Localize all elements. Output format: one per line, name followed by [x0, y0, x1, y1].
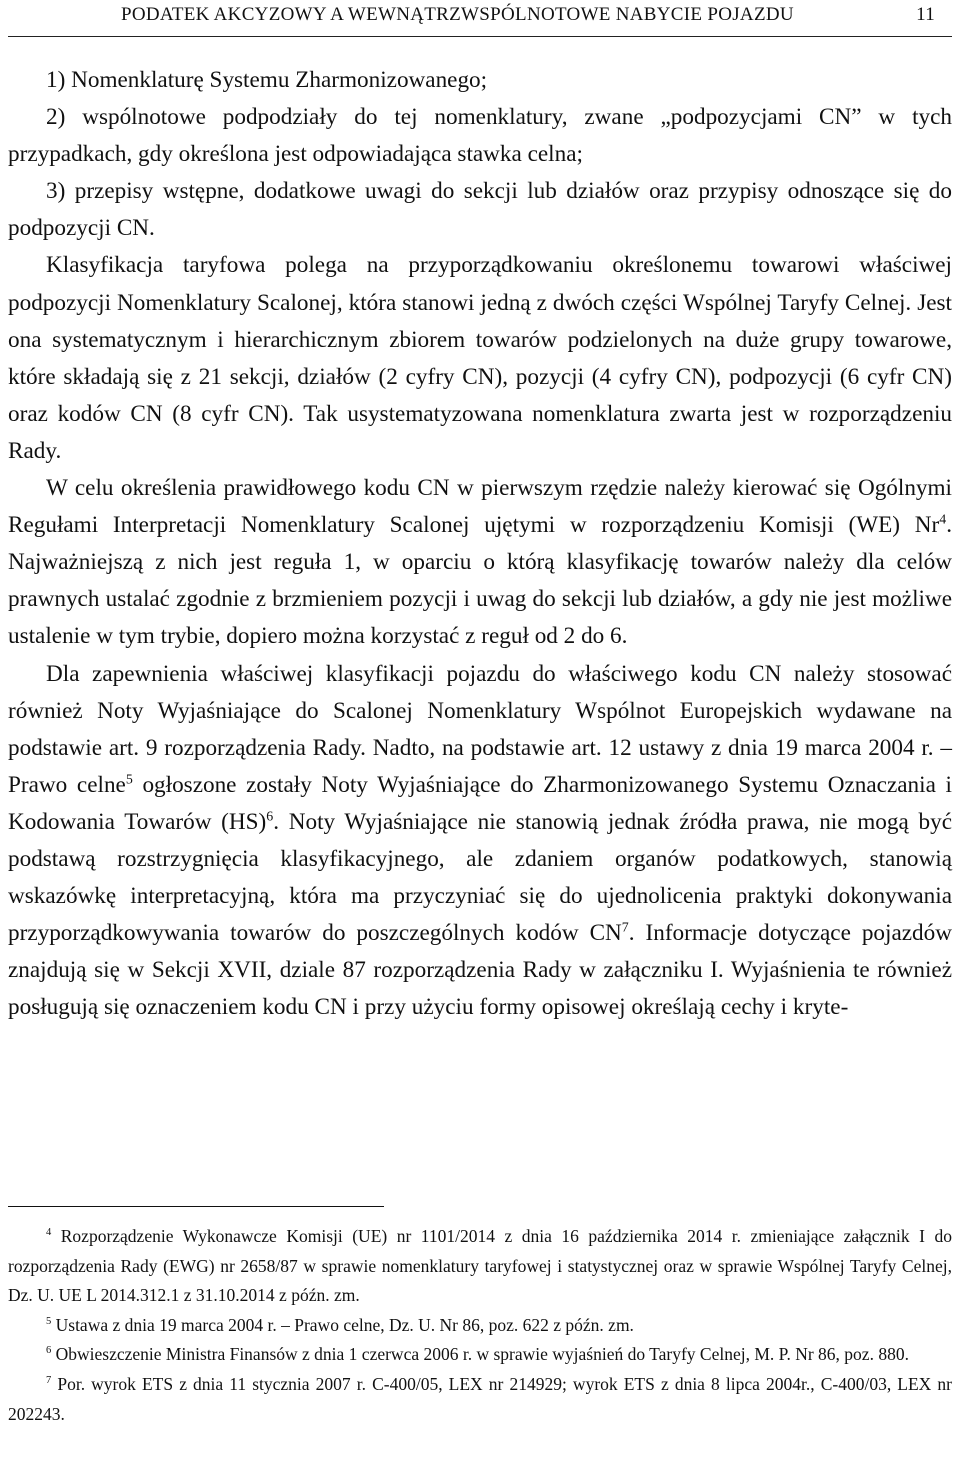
footnote-text: Por. wyrok ETS z dnia 11 stycznia 2007 r. C-400/05, LEX nr 214929; wyrok ETS z dnia 8 lipca 2004r., C-400/03, LEX nr 202243. [8, 1373, 952, 1424]
paragraph-text: ogłoszone zostały Noty Wyjaśniające do Zharmonizowanego Systemu Oznaczania i Kodowania Towarów (HS) [8, 771, 952, 835]
footnote-ref: 5 [125, 772, 133, 788]
paragraph-text: W celu określenia prawidłowego kodu CN w pierwszym rzędzie należy kierować się Ogólnymi Regułami Interpretacji Nomenklatury Scalonej ujętymi w rozporządzeniu Komisji (WE) Nr [8, 475, 952, 539]
footnote-number: 6 [46, 1345, 52, 1357]
header-title: PODATEK AKCYZOWY A WEWNĄTRZWSPÓLNOTOWE NABYCIE POJAZDU [121, 4, 794, 25]
body-text [8, 62, 952, 1026]
footnote-5 [8, 1311, 952, 1341]
footnote-ref: 4 [939, 512, 947, 528]
list-item-2: 2) wspólnotowe podpodziały do tej nomenklatury, zwane „podpozycjami CN” w tych przypadkach, gdy określona jest odpowiadająca stawka celna; [8, 104, 952, 168]
paragraph-interpretation-rules [8, 470, 952, 655]
paragraph-text: . Informacje dotyczące pojazdów znajdują się w Sekcji XVII, dziale 87 rozporządzenia Rady w załączniku I. Wyjaśnienia te również posługują się oznaczeniem kodu CN i przy użyciu formy opisowej określają cechy i kryte- [8, 920, 952, 1021]
paragraph-classification: Klasyfikacja taryfowa polega na przyporządkowaniu określonemu towarowi właściwej podpozycji Nomenklatury Scalonej, która stanowi jedną z dwóch części Wspólnej Taryfy Celnej. Jest ona systematycznym i hierarchicznym zbiorem towarów podzielonych na duże grupy towarowe, które składają się z 21 sekcji, działów (2 cyfry CN), pozycji (4 cyfry CN), podpozycji (6 cyfr CN) oraz kodów CN (8 cyfr CN). Tak usystematyzowana nomenklatura zwarta jest w rozporządzeniu Rady. [8, 252, 952, 464]
footnote-ref: 7 [621, 920, 629, 936]
footnote-text: Obwieszczenie Ministra Finansów z dnia 1 czerwca 2006 r. w sprawie wyjaśnień do Taryfy Celnej, M. P. Nr 86, poz. 880. [51, 1344, 909, 1365]
footnote-number: 4 [46, 1227, 52, 1239]
footnotes [8, 1222, 952, 1429]
footnote-text: Rozporządzenie Wykonawcze Komisji (UE) nr 1101/2014 z dnia 16 października 2014 r. zmieniające załącznik I do rozporządzenia Rady (EWG) nr 2658/87 w sprawie nomenklatury taryfowej i statystycznej oraz w sprawie Wspólnej Taryfy Celnej, Dz. U. UE L 2014.312.1 z 31.10.2014 z późn. zm. [8, 1226, 952, 1306]
footnote-number: 5 [46, 1315, 52, 1327]
footnote-7 [8, 1370, 952, 1429]
footnote-number: 7 [46, 1375, 52, 1387]
list-item-3: 3) przepisy wstępne, dodatkowe uwagi do sekcji lub działów oraz przypisy odnoszące się do podpozycji CN. [8, 178, 952, 242]
footnote-6 [8, 1340, 952, 1370]
paragraph-text: Dla zapewnienia właściwej klasyfikacji pojazdu do właściwego kodu CN należy stosować również Noty Wyjaśniające do Scalonej Nomenklatury Wspólnot Europejskich wydawane na podstawie art. 9 rozporządzenia Rady. Nadto, na podstawie art. 12 ustawy z dnia 19 marca 2004 r. – Prawo celne [8, 660, 952, 798]
footnote-text: Ustawa z dnia 19 marca 2004 r. – Prawo celne, Dz. U. Nr 86, poz. 622 z późn. zm. [51, 1314, 634, 1335]
footnote-separator [8, 1206, 384, 1207]
footnote-ref: 6 [266, 809, 274, 825]
paragraph-text: . Noty Wyjaśniające nie stanowią jednak źródła prawa, nie mogą być podstawą rozstrzygnięcia klasyfikacyjnego, ale zdaniem organów podatkowych, stanowią wskazówkę interpretacyjną, która ma przyczyniać się do ujednolicenia praktyki dokonywania przyporządkowywania towarów do poszczególnych kodów CN [8, 808, 952, 947]
footnote-4 [8, 1222, 952, 1311]
list-item-1: 1) Nomenklaturę Systemu Zharmonizowanego; [46, 67, 488, 93]
running-header [8, 0, 952, 37]
paragraph-text: . Najważniejszą z nich jest reguła 1, w oparciu o którą klasyfikację towarów należy dla celów prawnych ustalać zgodnie z brzmieniem pozycji i uwag do sekcji lub działów, a gdy nie jest możliwe ustalenie w tym trybie, dopiero można korzystać z reguł od 2 do 6. [8, 512, 952, 650]
paragraph-explanatory-notes [8, 656, 952, 1027]
page-number: 11 [916, 4, 935, 25]
